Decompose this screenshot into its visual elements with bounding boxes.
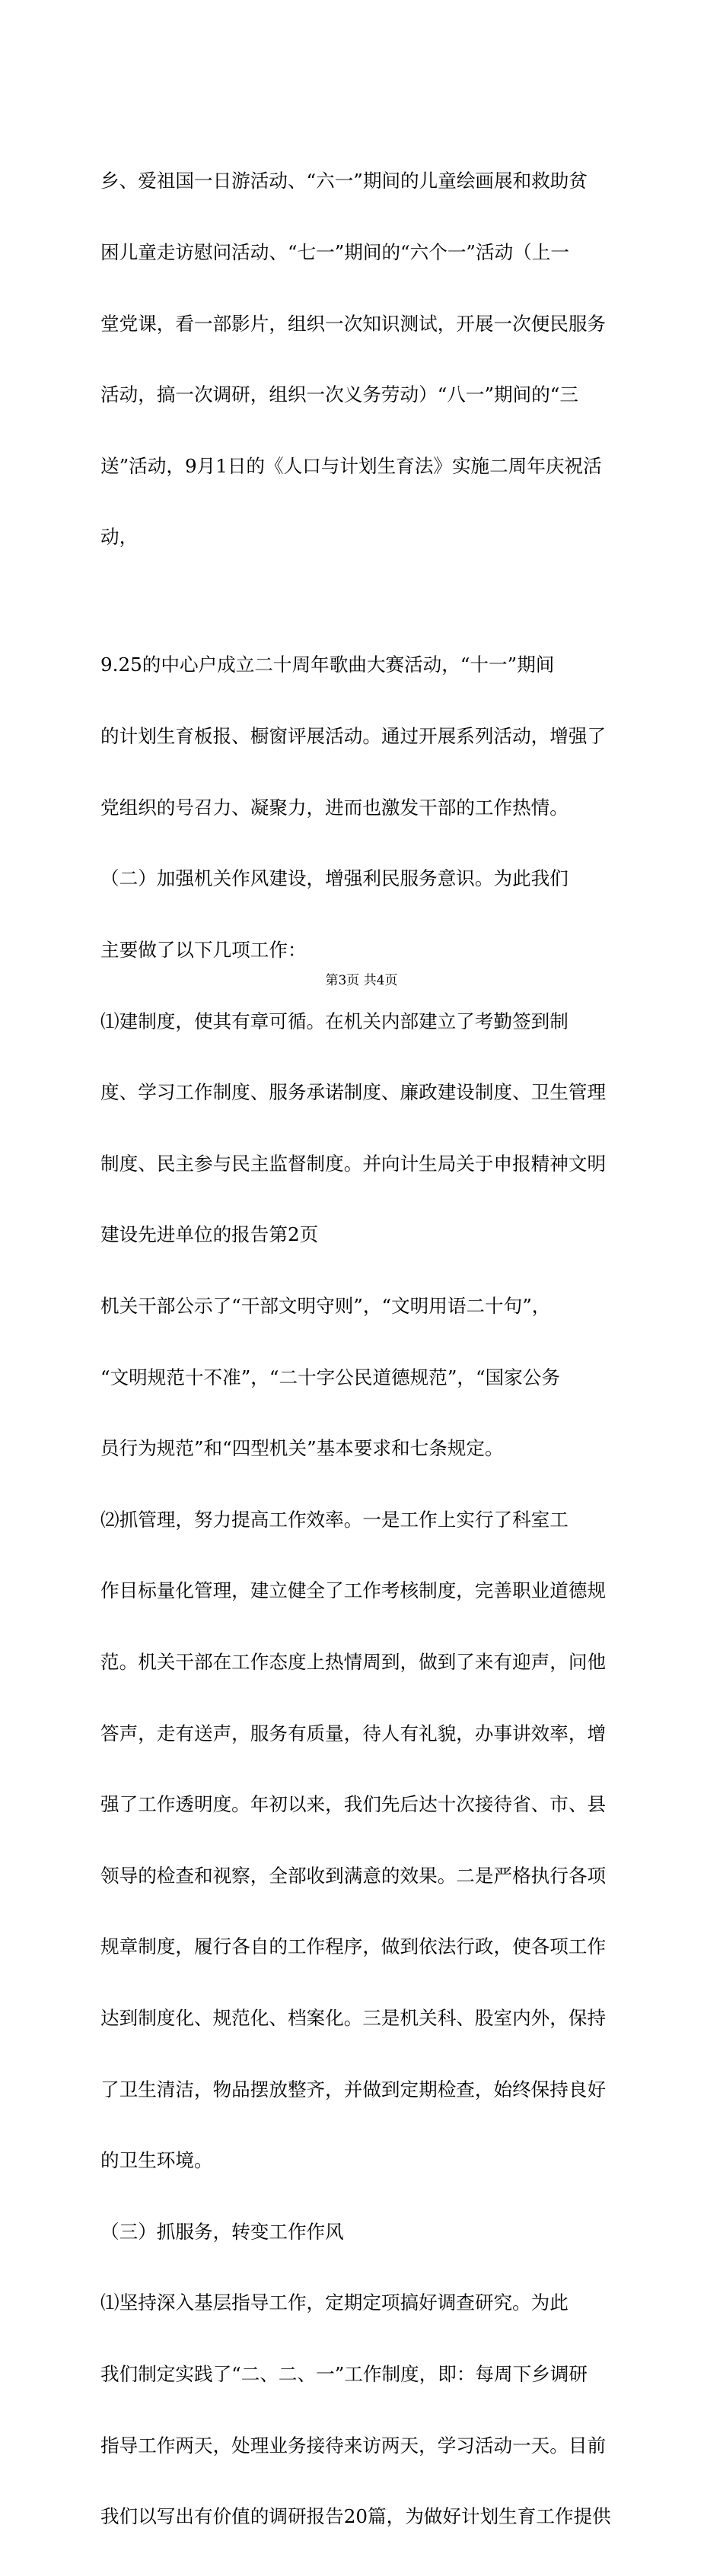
paragraph-block: [100, 122, 633, 596]
text-line: 的卫生环境。: [100, 2149, 213, 2172]
text-line: 机关干部公示了“干部文明守则”，“文明用语二十句”，: [100, 1294, 551, 1317]
text-line: 送”活动，9月1日的《人口与计划生育法》实施二周年庆祝活: [100, 454, 602, 477]
text-line: 9.25的中心户成立二十周年歌曲大赛活动，“十一”期间: [100, 654, 555, 676]
text-line: ⑴坚持深入基层指导工作，定期定项搞好调查研究。为此: [100, 2291, 569, 2314]
text-line: ⑴建制度，使其有章可循。在机关内部建立了考勤签到制: [100, 1010, 569, 1032]
text-line: （二）加强机关作风建设，增强利民服务意识。为此我们: [100, 867, 569, 890]
text-line: 主要做了以下几项工作：: [100, 938, 307, 961]
text-line: 范。机关干部在工作态度上热情周到，做到了来有迎声，问他: [100, 1651, 607, 1673]
text-line: 建设先进单位的报告第2页: [100, 1223, 319, 1246]
paragraph-block: [100, 606, 633, 2576]
text-line: 领导的检查和视察，全部收到满意的效果。二是严格执行各项: [100, 1864, 607, 1887]
text-line: 作目标量化管理，建立健全了工作考核制度，完善职业道德规: [100, 1579, 607, 1602]
text-line: （三）抓服务，转变工作作风: [100, 2220, 344, 2243]
text-line: 党组织的号召力、凝聚力，进而也激发干部的工作热情。: [100, 796, 569, 819]
text-line: 了卫生清洁，物品摆放整齐，并做到定期检查，始终保持良好: [100, 2078, 607, 2101]
text-line: 员行为规范”和“四型机关”基本要求和七条规定。: [100, 1437, 504, 1460]
page-number-label: 第3页 共4页: [325, 973, 398, 988]
paragraph-gap: [100, 596, 633, 606]
text-line: 我们制定实践了“二、二、一”工作制度，即：每周下乡调研: [100, 2363, 588, 2386]
text-line: 答声，走有送声，服务有质量，待人有礼貌，办事讲效率，增: [100, 1722, 607, 1744]
text-line: 我们以写出有价值的调研报告20篇，为做好计划生育工作提供: [100, 2505, 611, 2528]
text-line: 乡、爱祖国一日游活动、“六一”期间的儿童绘画展和救助贫: [100, 170, 588, 192]
text-line: 的计划生育板报、橱窗评展活动。通过开展系列活动，增强了: [100, 725, 607, 748]
text-line: 达到制度化、规范化、档案化。三是机关科、股室内外，保持: [100, 2007, 607, 2030]
text-line: 制度、民主参与民主监督制度。并向计生局关于申报精神文明: [100, 1152, 607, 1175]
text-line: ⑵抓管理，努力提高工作效率。一是工作上实行了科室工: [100, 1508, 569, 1531]
text-line: 指导工作两天，处理业务接待来访两天，学习活动一天。目前: [100, 2434, 607, 2457]
text-line: 度、学习工作制度、服务承诺制度、廉政建设制度、卫生管理: [100, 1081, 607, 1104]
text-line: 堂党课，看一部影片，组织一次知识测试，开展一次便民服务: [100, 312, 607, 335]
text-line: 规章制度，履行各自的工作程序，做到依法行政，使各项工作: [100, 1935, 607, 1958]
text-line: 动，: [100, 526, 139, 549]
page-footer: [0, 972, 723, 989]
text-line: 困儿童走访慰问活动、“七一”期间的“六个一”活动（上一: [100, 241, 569, 264]
text-line: 强了工作透明度。年初以来，我们先后达十次接待省、市、县: [100, 1793, 607, 1816]
document-body: [100, 122, 633, 2576]
text-line: “文明规范十不准”，“二十字公民道德规范”，“国家公务: [100, 1366, 560, 1388]
text-line: 活动，搞一次调研，组织一次义务劳动）“八一”期间的“三: [100, 383, 578, 406]
